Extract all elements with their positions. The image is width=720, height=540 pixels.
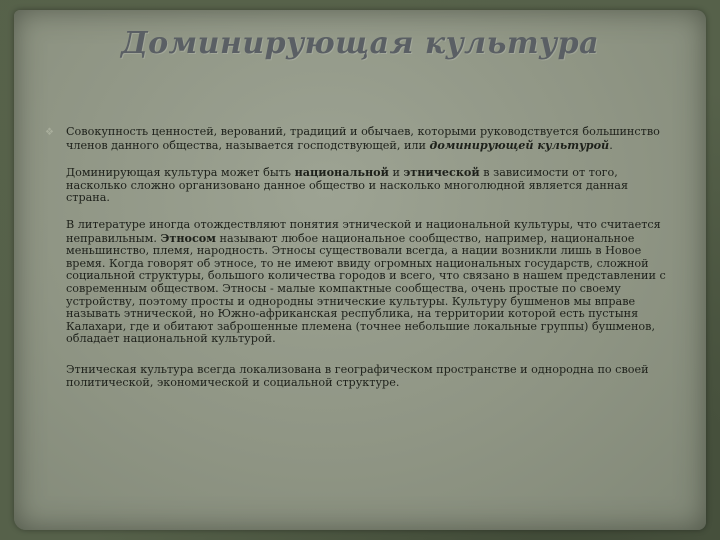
paragraph-definition bbox=[66, 126, 668, 152]
term-dominant-culture: доминирующей культурой bbox=[429, 137, 610, 152]
paragraph-text: называют любое национальное сообщество, например, национальное меньшинство, племя, народность. Этносы существовали всегда, а нации возникли лишь в Новое время. Когда говорят об этносе, то не имеют ввиду огромных национальных государств, сложной социальной структуры, большого количества городов и всего, что связано в нашем представлении с современным обществом. Этносы - малые компактные сообщества, очень простые по своему устройству, поэтому просты и однородны этнические культуры. Культуру бушменов мы вправе называть этнической, но Южно-африканская республика, на территории которой есть пустыня Калахари, где и обитают заброшенные племена (точнее небольшие локальные группы) бушменов, обладает национальной культурой. bbox=[66, 231, 666, 346]
bullet-icon: ❖ bbox=[45, 127, 54, 138]
paragraph-text: . bbox=[609, 138, 613, 152]
paragraph-text: В литературе иногда отождествляют понятия этнической и национальной культуры, что считается неправильным. bbox=[66, 217, 661, 245]
term-ethnos: Этносом bbox=[160, 230, 216, 245]
slide-title: Доминирующая культура bbox=[120, 26, 600, 61]
slide-content bbox=[46, 126, 668, 403]
paragraph-ethnic-culture bbox=[66, 364, 668, 389]
paragraph-text: в зависимости от того, насколько сложно организовано данное общество и насколько многолюдной является данная страна. bbox=[66, 166, 629, 205]
paragraph-ethnos bbox=[66, 219, 668, 346]
paragraph-text: Этническая культура всегда локализована в географическом пространстве и однородна по своей политической, экономической и социальной структуре. bbox=[66, 362, 649, 389]
paragraph-types bbox=[66, 166, 668, 205]
term-ethnic: этнической bbox=[403, 165, 480, 180]
paragraph-text: и bbox=[388, 166, 404, 180]
paragraph-text: Совокупность ценностей, верований, традиций и обычаев, которыми руководствуется большинство членов данного общества, называется господствующей, или bbox=[66, 125, 660, 152]
paragraph-text: Доминирующая культура может быть bbox=[66, 166, 295, 180]
term-national: национальной bbox=[294, 165, 389, 180]
